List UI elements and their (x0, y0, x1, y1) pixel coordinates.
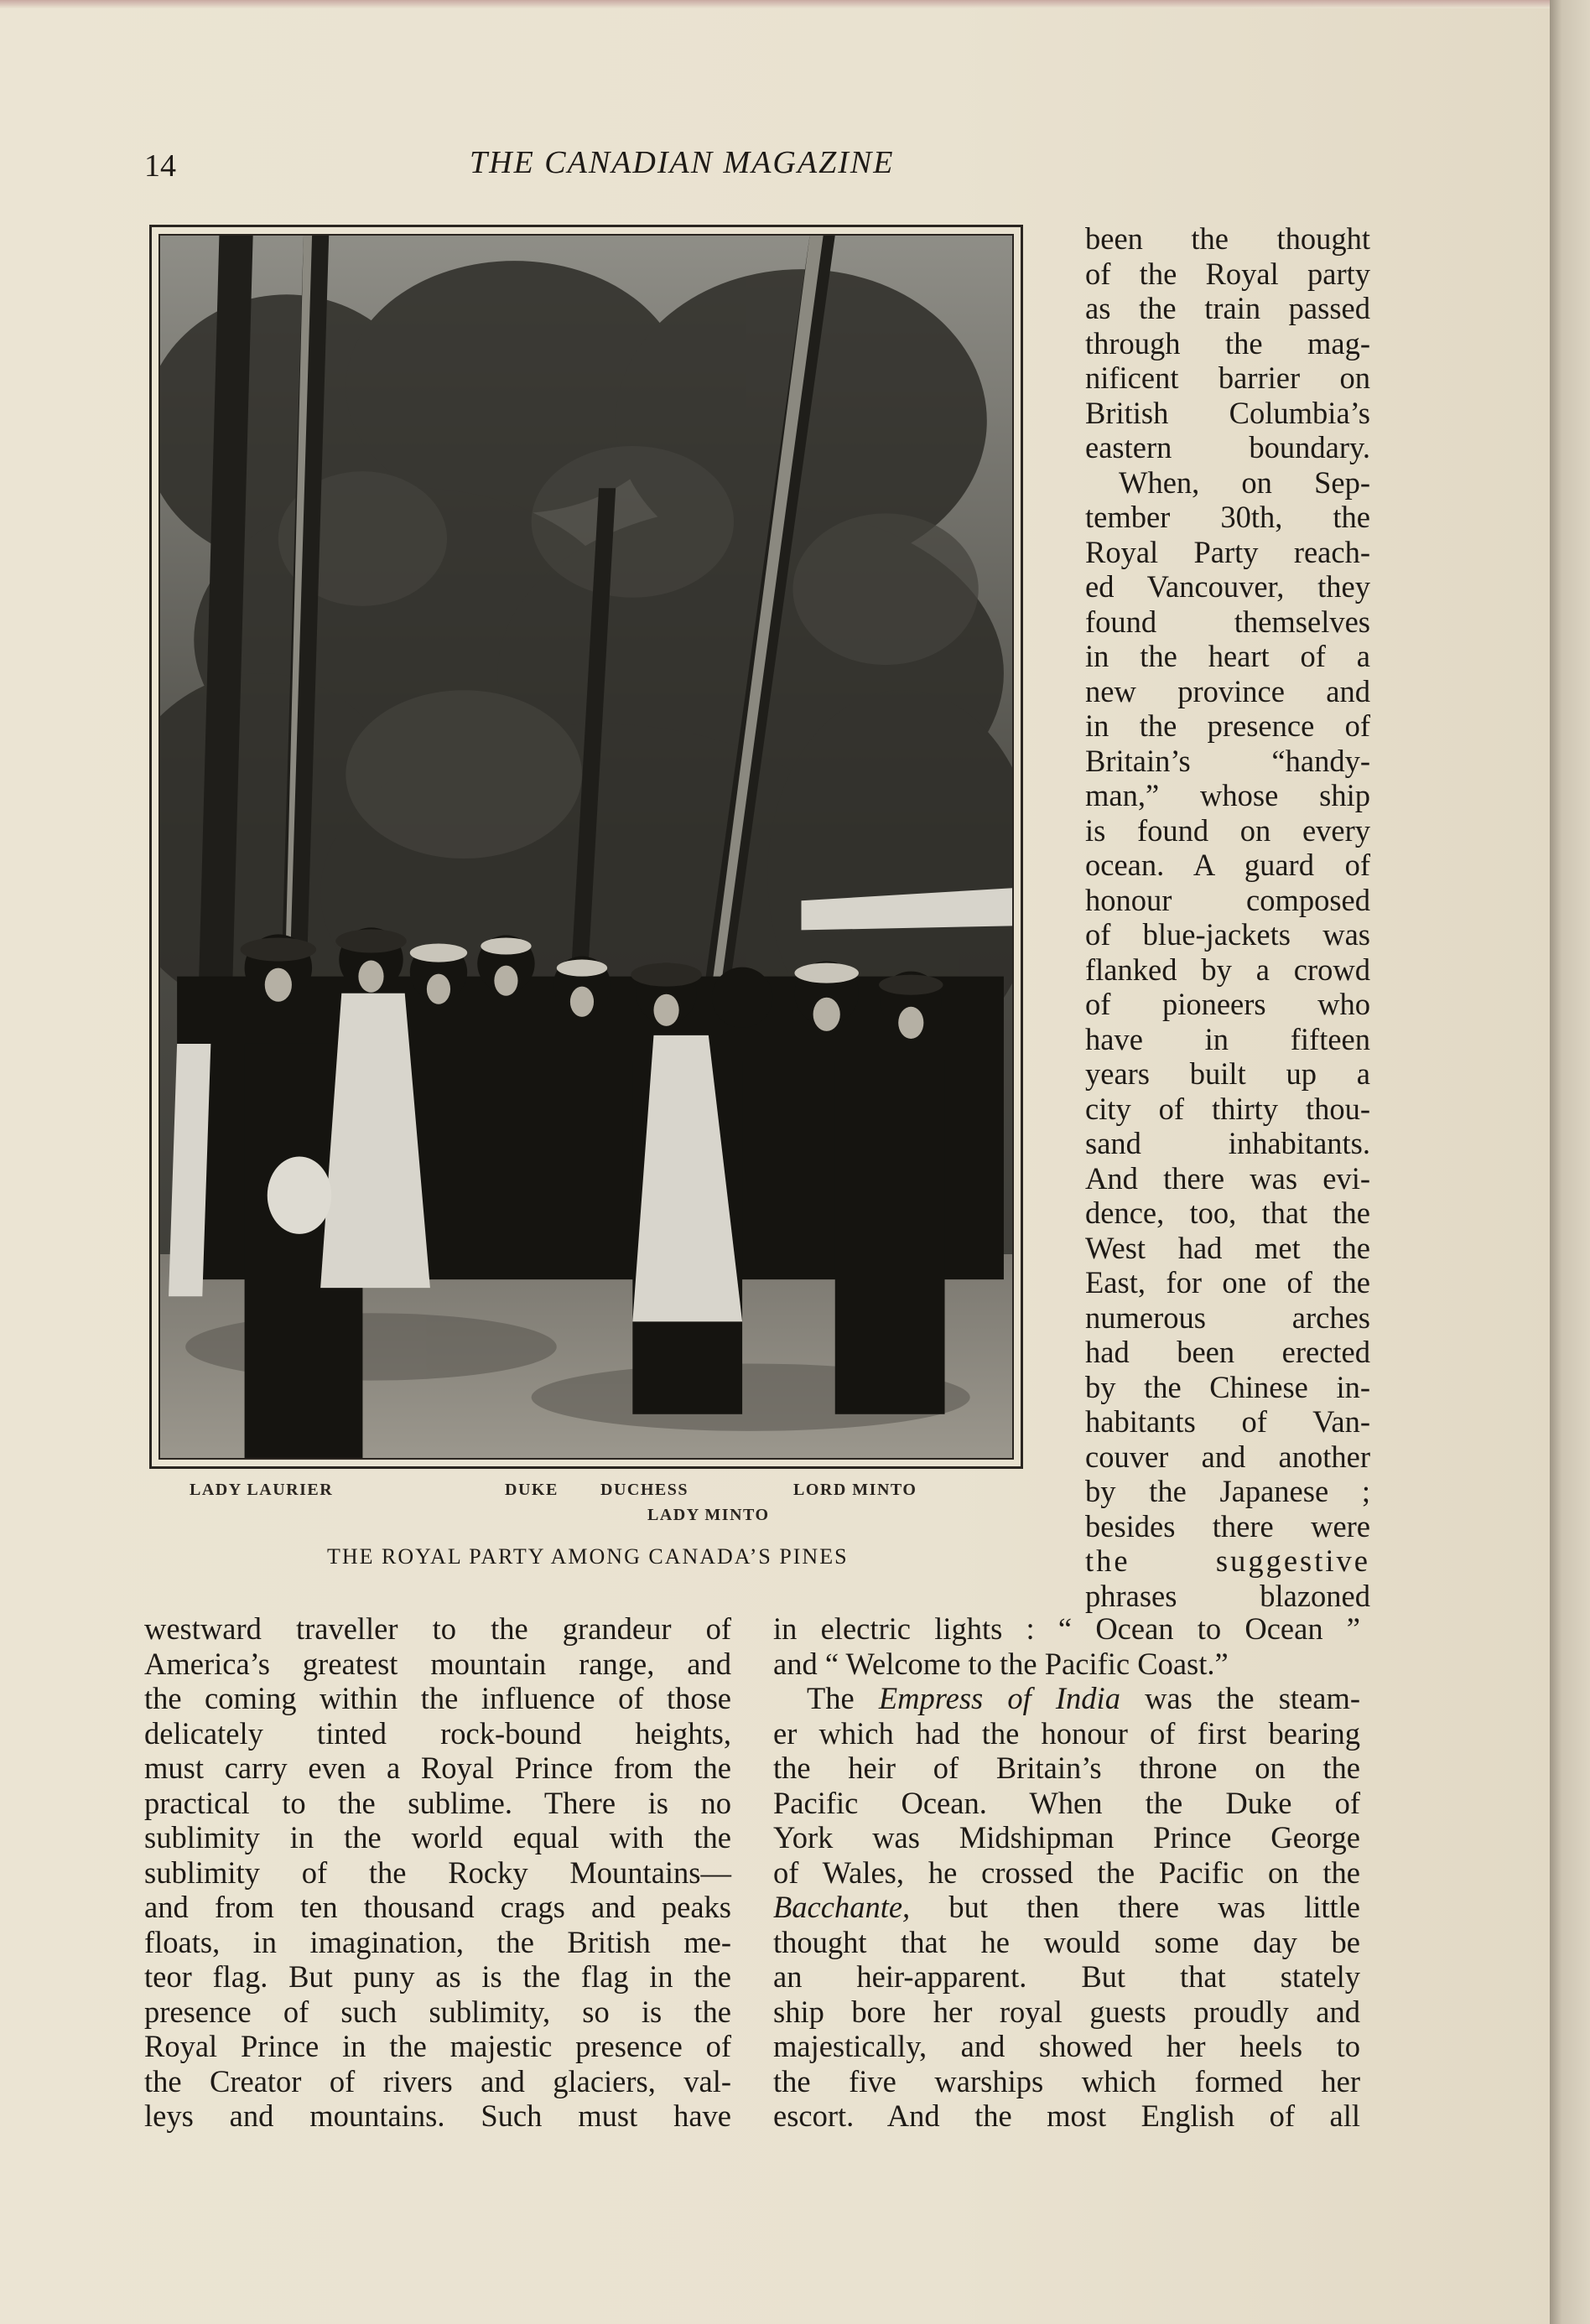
text-line: in the presence of (1085, 708, 1370, 743)
text-line: presence of such sublimity, so is the (144, 1994, 731, 2029)
caption-lady-laurier: LADY LAURIER (190, 1481, 334, 1499)
text-line: an heir-apparent. But that stately (773, 1959, 1360, 1994)
text-line: East, for one of the (1085, 1265, 1370, 1299)
text-line: sublimity of the Rocky Mountains— (144, 1855, 731, 1890)
text-line: the heir of Britain’s throne on the (773, 1751, 1360, 1785)
text-line: must carry even a Royal Prince from the (144, 1751, 731, 1785)
text-line: couver and another (1085, 1439, 1370, 1474)
text-line: York was Midshipman Prince George (773, 1820, 1360, 1855)
page-number: 14 (144, 148, 176, 184)
text-line: besides there were (1085, 1508, 1370, 1543)
text-line: westward traveller to the grandeur of (144, 1611, 731, 1646)
text-line: nificent barrier on (1085, 361, 1370, 395)
figure-caption-title: THE ROYAL PARTY AMONG CANADA’S PINES (327, 1544, 849, 1569)
text-line: practical to the sublime. There is no (144, 1785, 731, 1820)
text-line: ship bore her royal guests proudly and (773, 1994, 1360, 2029)
caption-lord-minto: LORD MINTO (793, 1481, 917, 1499)
page-top-edge (0, 0, 1560, 8)
text-line: years built up a (1085, 1056, 1370, 1091)
text-line: in electric lights : “ Ocean to Ocean ” (773, 1611, 1360, 1646)
text-run: but then there was little (910, 1890, 1360, 1924)
text-line: by the Chinese in- (1085, 1369, 1370, 1404)
text-line (773, 1681, 1360, 1716)
text-line: is found on every (1085, 812, 1370, 848)
text-line: When, on Sep- (1119, 464, 1370, 500)
text-line: ed Vancouver, they (1085, 569, 1370, 604)
photograph-illustration (160, 236, 1012, 1458)
text-line: ocean. A guard of (1085, 848, 1370, 882)
ship-name-italic: Empress of India (878, 1681, 1120, 1715)
text-line: tember 30th, the (1085, 500, 1370, 534)
text-line: teor flag. But puny as is the flag in the (144, 1959, 731, 1994)
text-line: leys and mountains. Such must have (144, 2098, 731, 2133)
text-line: and from ten thousand crags and peaks (144, 1890, 731, 1924)
text-line: through the mag- (1085, 325, 1370, 361)
text-line: Royal Party reach- (1085, 534, 1370, 569)
text-line: the five warships which formed her (773, 2063, 1360, 2098)
right-column-text (1085, 221, 1370, 1613)
text-line: Britain’s “handy- (1085, 743, 1370, 778)
ship-name-italic: Bacchante, (773, 1890, 911, 1924)
text-line: habitants of Van- (1085, 1404, 1370, 1439)
text-run: The (807, 1681, 879, 1715)
text-line: have in fifteen (1085, 1021, 1370, 1056)
text-line: found themselves (1085, 604, 1370, 639)
text-line: phrases blazoned (1085, 1578, 1370, 1613)
text-line: the suggestive (1085, 1543, 1370, 1578)
text-line: city of thirty thou- (1085, 1091, 1370, 1126)
text-run: was the steam- (1120, 1681, 1360, 1715)
running-head: THE CANADIAN MAGAZINE (470, 145, 895, 180)
text-line: had been erected (1085, 1335, 1370, 1369)
text-line: sublimity in the world equal with the (144, 1820, 731, 1855)
text-line: honour composed (1085, 882, 1370, 917)
text-line: America’s greatest mountain range, and (144, 1646, 731, 1681)
text-line: man,” whose ship (1085, 778, 1370, 812)
text-line: dence, too, that the (1085, 1196, 1370, 1230)
text-line: majestically, and showed her heels to (773, 2029, 1360, 2063)
text-line (773, 1890, 1360, 1925)
photograph-frame (149, 225, 1023, 1469)
text-line: West had met the (1085, 1230, 1370, 1265)
text-line: the coming within the influence of those (144, 1681, 731, 1715)
text-line: British Columbia’s (1085, 395, 1370, 430)
text-line: delicately tinted rock-bound heights, (144, 1715, 731, 1751)
book-gutter (1550, 0, 1590, 2324)
text-line: escort. And the most English of all (773, 2098, 1360, 2133)
left-column-text (144, 1611, 731, 2134)
text-line: And there was evi- (1085, 1160, 1370, 1196)
text-line: of Wales, he crossed the Pacific on the (773, 1855, 1360, 1890)
text-line: of blue-jackets was (1085, 917, 1370, 952)
text-line: Pacific Ocean. When the Duke of (773, 1785, 1360, 1820)
text-line: the Creator of rivers and glaciers, val- (144, 2063, 731, 2098)
royal-party-photograph (158, 234, 1014, 1460)
middle-column-text (773, 1611, 1360, 2134)
text-line: numerous arches (1085, 1299, 1370, 1335)
text-line: flanked by a crowd (1085, 952, 1370, 987)
text-line: floats, in imagination, the British me- (144, 1924, 731, 1959)
text-line: as the train passed (1085, 291, 1370, 325)
text-line: thought that he would some day be (773, 1924, 1360, 1959)
caption-duke: DUKE (505, 1481, 559, 1499)
text-line: of the Royal party (1085, 256, 1370, 291)
text-line: eastern boundary. (1085, 430, 1370, 464)
text-line: Royal Prince in the majestic presence of (144, 2029, 731, 2063)
caption-duchess: DUCHESS (600, 1481, 688, 1499)
text-line: er which had the honour of first bearing (773, 1715, 1360, 1751)
caption-lady-minto: LADY MINTO (647, 1506, 770, 1524)
text-line: new province and (1085, 673, 1370, 708)
text-line: sand inhabitants. (1085, 1126, 1370, 1160)
text-line: by the Japanese ; (1085, 1474, 1370, 1508)
text-line: of pioneers who (1085, 987, 1370, 1021)
text-line: in the heart of a (1085, 639, 1370, 673)
text-line: and “ Welcome to the Pacific Coast.” (773, 1646, 1229, 1681)
text-line: been the thought (1085, 221, 1370, 256)
